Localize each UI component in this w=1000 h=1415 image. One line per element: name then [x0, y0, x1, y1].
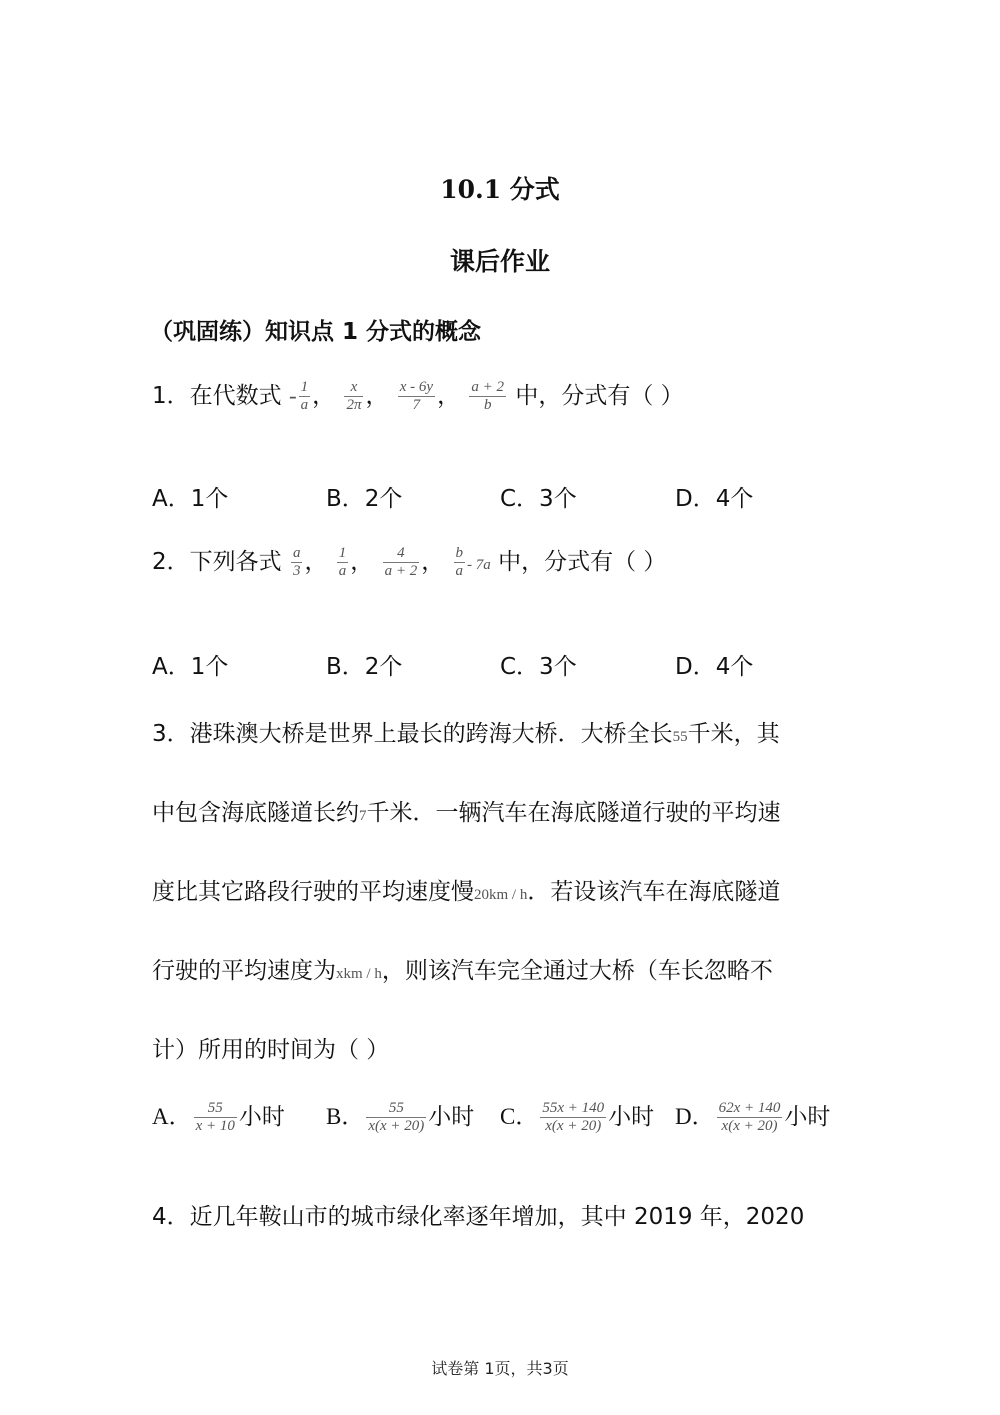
fraction-expr: $\frac{a + 2}{b}$ — [471, 379, 505, 413]
fraction-expr: $\frac{62x + 140}{x(x + 20)}$ — [718, 1100, 781, 1134]
fraction-expr: $\frac{x}{2\pi}$ — [346, 379, 362, 413]
page-footer: 试卷第 1页，共3页 — [431, 1359, 569, 1378]
q3-option-a: A． $\frac{55}{x + 10}$ 小时 — [152, 1100, 285, 1134]
question-4-stem: 4．近几年鞍山市的城市绿化率逐年增加，其中 2019 年，2020 — [152, 1204, 805, 1230]
page-title: 10.1 分式 — [440, 175, 560, 204]
fraction-expr: $\frac{55x + 140}{x(x + 20)}$ — [542, 1100, 605, 1134]
fraction-expr: $\frac{1}{a}$ — [300, 379, 309, 413]
fraction-expr: $\frac{b}{a}$ — [455, 545, 464, 579]
section-heading: （巩固练）知识点 1 分式的概念 — [150, 319, 482, 345]
q2-option-a: A．1个 — [152, 654, 229, 680]
q1-option-c: C．3个 — [500, 486, 577, 512]
fraction-expr: $\frac{a}{3}$ — [292, 545, 301, 579]
q3-option-b: B． $\frac{55}{x(x + 20)}$ 小时 — [326, 1100, 475, 1134]
question-3-line-2: 中包含海底隧道长约7千米．一辆汽车在海底隧道行驶的平均速 — [152, 800, 781, 826]
question-2-stem: 2．下列各式 $\frac{a}{3}$ ， $\frac{1}{a}$ ， $\frac{4}{a + 2}$ ， $\frac{b}{a}$ - 7a 中，分式有（ ） — [152, 545, 667, 579]
q1-option-b: B．2个 — [326, 486, 403, 512]
q1-option-a: A．1个 — [152, 486, 229, 512]
fraction-expr: $\frac{55}{x + 10}$ — [195, 1100, 235, 1134]
q2-option-b: B．2个 — [326, 654, 403, 680]
question-3-line-1: 3．港珠澳大桥是世界上最长的跨海大桥．大桥全长55千米，其 — [152, 721, 780, 747]
question-1-stem: 1．在代数式 - $\frac{1}{a}$ ， $\frac{x}{2\pi}$ ， $\frac{x - 6y}{7}$ ， $\frac{a + 2}{b}$ 中，分式有（ ） — [152, 379, 684, 413]
fraction-expr: $\frac{4}{a + 2}$ — [384, 545, 418, 579]
fraction-expr: $\frac{x - 6y}{7}$ — [399, 379, 434, 413]
fraction-expr: $\frac{55}{x(x + 20)}$ — [368, 1100, 425, 1134]
q1-option-d: D．4个 — [675, 486, 754, 512]
question-3-line-4: 行驶的平均速度为xkm / h，则该汽车完全通过大桥（车长忽略不 — [152, 958, 773, 984]
q2-option-d: D．4个 — [675, 654, 754, 680]
fraction-expr: $\frac{1}{a}$ — [338, 545, 347, 579]
question-3-line-5: 计）所用的时间为（ ） — [152, 1037, 390, 1063]
q3-option-c: C． $\frac{55x + 140}{x(x + 20)}$ 小时 — [500, 1100, 655, 1134]
q3-option-d: D． $\frac{62x + 140}{x(x + 20)}$ 小时 — [675, 1100, 831, 1134]
question-3-line-3: 度比其它路段行驶的平均速度慢20km / h．若设该汽车在海底隧道 — [152, 879, 781, 905]
page-subtitle: 课后作业 — [449, 247, 550, 276]
q2-option-c: C．3个 — [500, 654, 577, 680]
